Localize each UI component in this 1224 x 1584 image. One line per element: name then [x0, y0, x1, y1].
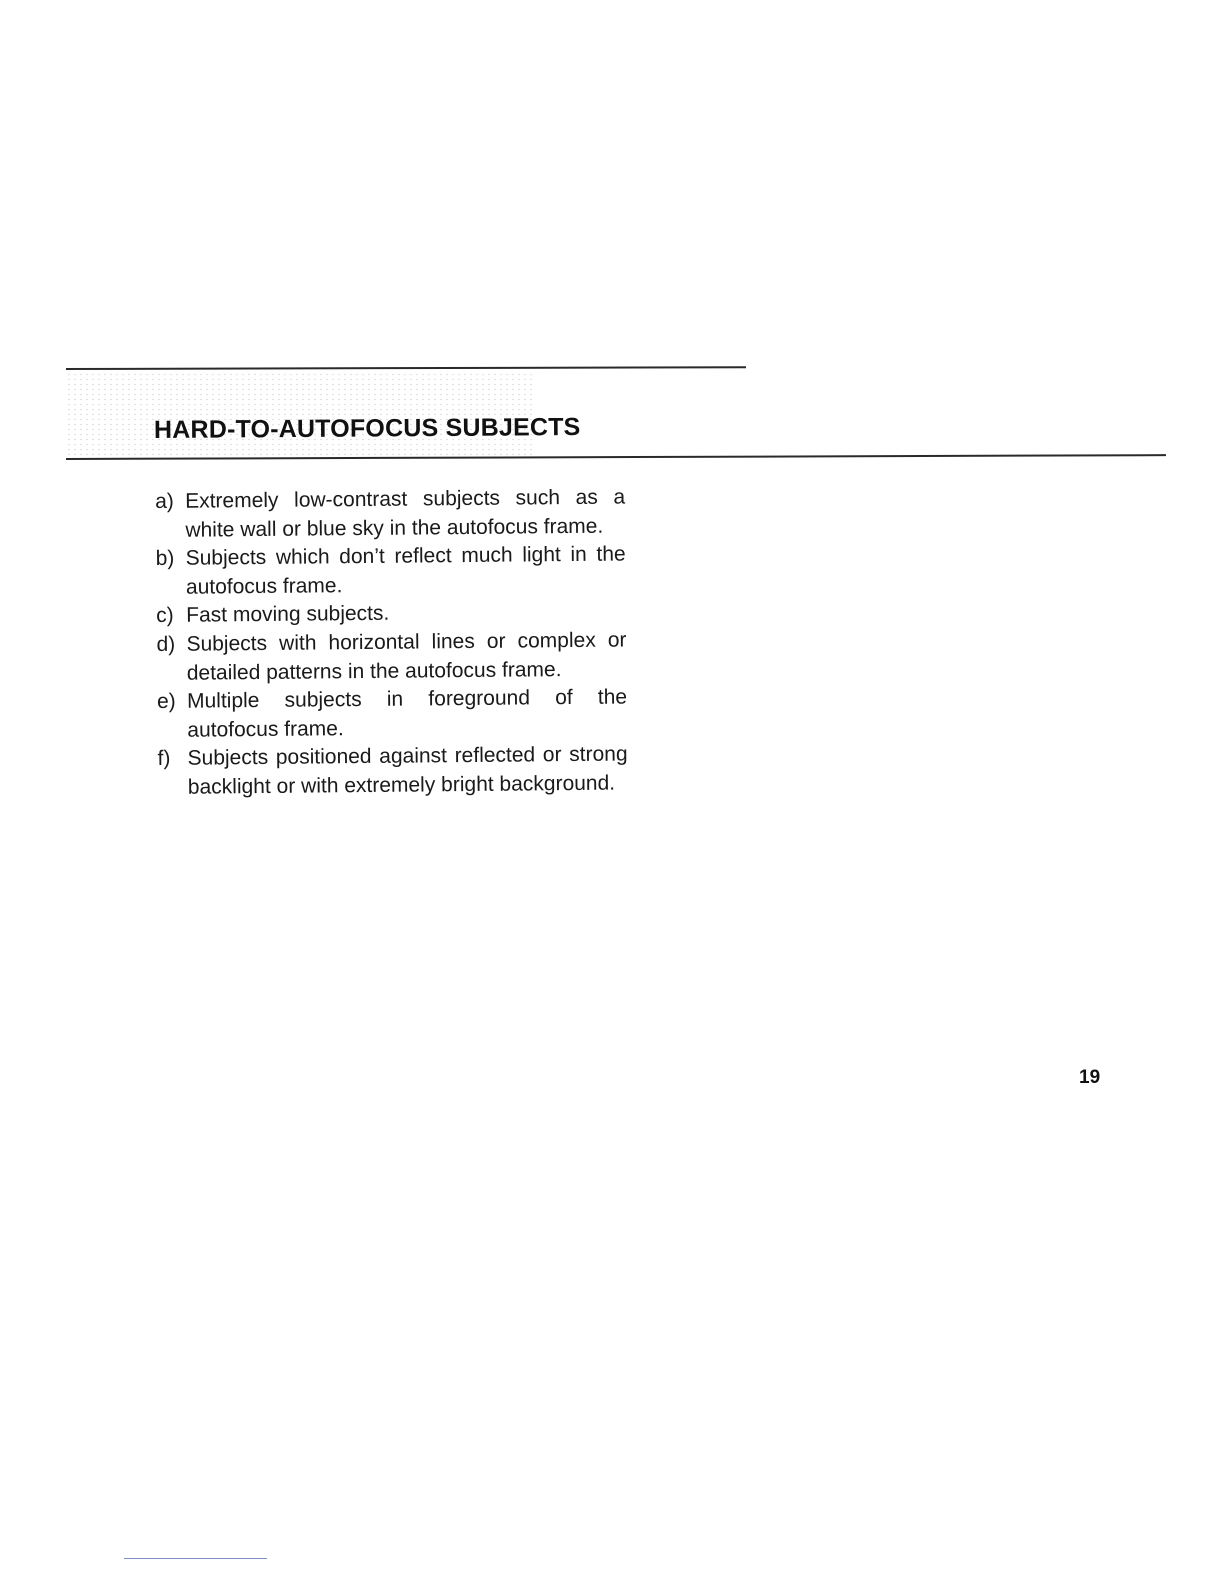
list-item: [156, 541, 627, 603]
list-item-text: Fast moving subjects.: [186, 602, 390, 628]
list-item-text: Multiple subjects in foreground of the autofocus frame.: [186, 685, 628, 742]
list-item-marker: d): [156, 632, 176, 656]
section-heading: HARD-TO-AUTOFOCUS SUBJECTS: [153, 413, 581, 444]
list-item: [156, 626, 627, 688]
list-item-marker: e): [156, 689, 176, 714]
list-item-text: Extremely low-contrast subjects such as a white wall or blue sky in the autofocus frame.: [185, 485, 626, 542]
list-item-marker: b): [155, 547, 175, 571]
page-number: 19: [1079, 1067, 1101, 1088]
list-item-text: Subjects with horizontal lines or complex or detailed patterns in the autofocus frame.: [186, 628, 627, 685]
list-item: [156, 598, 626, 631]
list-item: [157, 741, 628, 803]
top-rule: [66, 366, 746, 370]
list-item-marker: a): [155, 489, 174, 513]
list-item-marker: f): [157, 747, 171, 771]
list-item: [155, 483, 626, 545]
list-item-text: Subjects which don’t reflect much light in the autofocus frame.: [185, 542, 626, 599]
subject-list: [155, 483, 628, 802]
list-item-text: Subjects positioned against reflected or strong backlight or with extremely bright background.: [187, 742, 628, 799]
list-item-marker: c): [156, 604, 174, 628]
list-item: [157, 684, 628, 746]
footer-line: [124, 1558, 267, 1559]
